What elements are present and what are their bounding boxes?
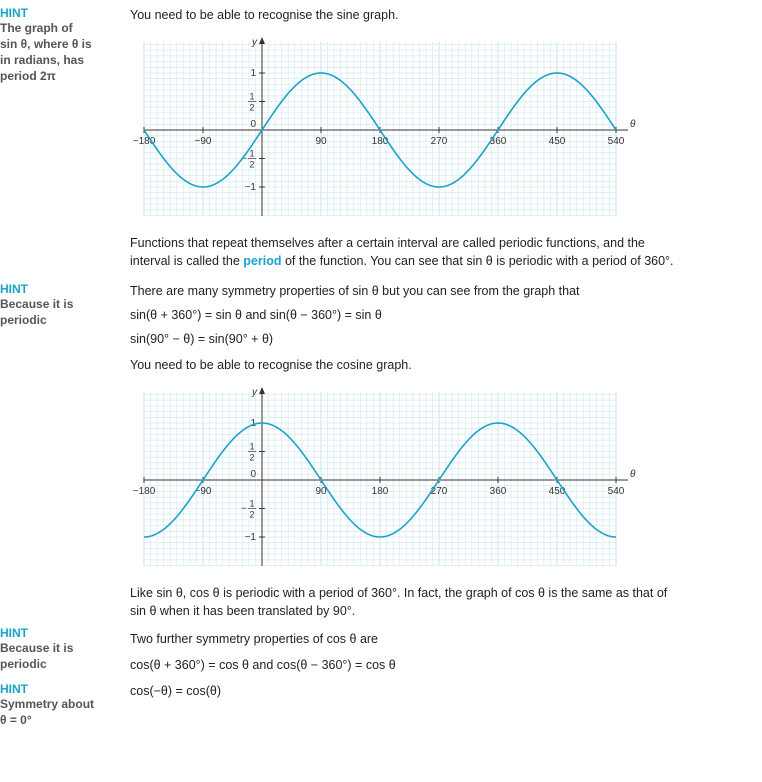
y-axis-label: y [252,387,257,398]
symmetry-sin: There are many symmetry properties of sin θ but you can see from the graph that [130,284,580,298]
fraction-denominator: 2 [249,452,255,463]
hint-text [0,640,115,672]
hint-text [0,20,115,84]
x-tick-label: −180 [132,486,156,497]
hint-line: in radians, has [0,53,85,67]
text-line: Functions that repeat themselves after a certain interval are called periodic functions, and the [130,236,645,250]
x-axis-label: θ [630,119,636,130]
y-axis-arrow [259,387,265,394]
hint-line: periodic [0,313,47,327]
symmetry-cos: Two further symmetry properties of cos θ are [130,632,379,646]
x-tick-label: 450 [548,486,566,497]
x-tick-label: 90 [315,486,327,497]
sine-graph [120,30,650,230]
cos-intro: You need to be able to recognise the cosine graph. [130,358,412,372]
y-axis-label: y [252,37,257,48]
fraction-numerator: 1 [249,91,255,102]
cos-equation-2: cos(−θ) = cos(θ) [130,684,222,698]
y-tick-label: 1 [250,418,256,429]
x-tick-label: −90 [194,486,212,497]
x-tick-label: 360 [489,136,507,147]
fraction-numerator: 1 [249,498,255,509]
cosine-graph [120,380,650,580]
fraction-denominator: 2 [249,159,255,170]
hint-heading: HINT [0,6,28,20]
text-span: of the function. You can see that sin θ is periodic with a period of 360°. [281,254,674,268]
x-tick-label: −90 [194,136,212,147]
hint-line: Because it is [0,641,74,655]
y-tick-label: −1 [244,182,256,193]
y-tick-label: 0 [250,469,256,480]
hint-cos-periodic [0,626,115,672]
text-line: sin θ when it has been translated by 90°. [130,604,356,618]
y-tick-label: 1 [250,68,256,79]
x-tick-label: −180 [132,136,156,147]
x-tick-label: 360 [489,486,507,497]
y-tick-label [241,499,256,520]
y-tick-label [241,149,256,170]
x-tick-label: 180 [371,136,389,147]
x-tick-label: 540 [607,486,625,497]
text-line [130,252,674,270]
hint-text [0,296,115,328]
hint-sin-periodic [0,282,115,328]
y-tick-label: 0 [250,119,256,130]
hint-sine-period [0,6,115,84]
fraction-numerator: 1 [249,441,255,452]
sine-intro: You need to be able to recognise the sine graph. [130,8,399,22]
sin-equation-1: sin(θ + 360°) = sin θ and sin(θ − 360°) = sin θ [130,308,382,322]
hint-line: Symmetry about [0,697,95,711]
cos-paragraph [130,584,667,620]
hint-line: periodic [0,657,47,671]
hint-line: period 2π [0,69,56,83]
y-tick-label [248,442,256,463]
periodic-paragraph [130,234,674,270]
y-tick-label: −1 [244,532,256,543]
minus-sign: − [241,503,247,515]
fraction-denominator: 2 [249,509,255,520]
hint-line: θ = 0° [0,713,32,727]
minus-sign: − [241,153,247,165]
cos-equation-1: cos(θ + 360°) = cos θ and cos(θ − 360°) = cos θ [130,658,396,672]
x-tick-label: 540 [607,136,625,147]
x-tick-label: 450 [548,136,566,147]
fraction-numerator: 1 [249,148,255,159]
hint-text [0,696,115,728]
y-tick-label [248,92,256,113]
hint-line: sin θ, where θ is [0,37,92,51]
hint-cos-symmetry [0,682,115,728]
x-tick-label: 270 [430,136,448,147]
y-axis-arrow [259,37,265,44]
text-span: interval is called the [130,254,244,268]
hint-heading: HINT [0,682,28,696]
sin-equation-2: sin(90° − θ) = sin(90° + θ) [130,332,274,346]
x-axis-label: θ [630,469,636,480]
hint-heading: HINT [0,626,28,640]
hint-line: Because it is [0,297,74,311]
text-line: Like sin θ, cos θ is periodic with a period of 360°. In fact, the graph of cos θ is the same as that of [130,586,668,600]
keyword-period: period [243,254,282,268]
fraction-denominator: 2 [249,102,255,113]
x-tick-label: 270 [430,486,448,497]
x-tick-label: 180 [371,486,389,497]
x-tick-label: 90 [315,136,327,147]
hint-line: The graph of [0,21,73,35]
hint-heading: HINT [0,282,28,296]
